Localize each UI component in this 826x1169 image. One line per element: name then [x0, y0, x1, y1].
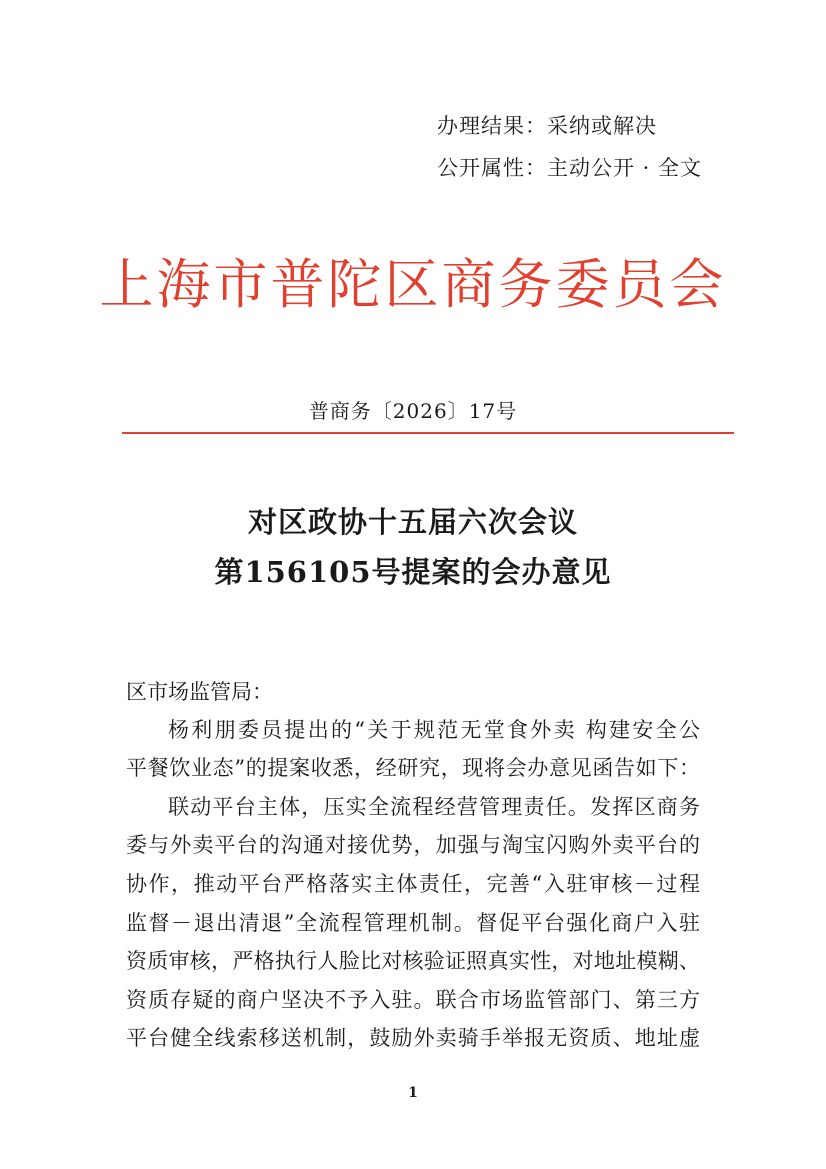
- page-number: 1: [408, 1085, 418, 1101]
- body-line: 委与外卖平台的沟通对接优势，加强与淘宝闪购外卖平台的: [126, 833, 700, 857]
- body-line: 协作，推动平台严格落实主体责任，完善“入驻审核－过程: [126, 872, 700, 896]
- body-line: 资质存疑的商户坚决不予入驻。联合市场监管部门、第三方: [126, 988, 700, 1012]
- body-line: 平台健全线索移送机制，鼓励外卖骑手举报无资质、地址虚: [126, 1026, 700, 1050]
- handling-result: 办理结果：采纳或解决: [437, 114, 657, 138]
- body-line: 联动平台主体，压实全流程经营管理责任。发挥区商务: [168, 795, 700, 819]
- document-number: 普商务〔2026〕17号: [308, 399, 518, 423]
- document-title-line-2: 第156105号提案的会办意见: [214, 555, 612, 589]
- body-line: 杨利朋委员提出的“关于规范无堂食外卖 构建安全公: [168, 718, 700, 742]
- red-divider-line: [122, 432, 734, 434]
- body-line: 资质审核，严格执行人脸比对核验证照真实性，对地址模糊、: [126, 949, 700, 973]
- body-line: 平餐饮业态”的提案收悉，经研究，现将会办意见函告如下：: [126, 756, 700, 780]
- disclosure-attribute: 公开属性：主动公开 · 全文: [437, 156, 703, 180]
- issuing-organization: 上海市普陀区商务委员会: [99, 253, 727, 316]
- document-title-line-1: 对区政协十五届六次会议: [247, 505, 578, 539]
- addressee: 区市场监管局：: [126, 680, 273, 704]
- body-line: 监督－退出清退”全流程管理机制。督促平台强化商户入驻: [126, 911, 700, 935]
